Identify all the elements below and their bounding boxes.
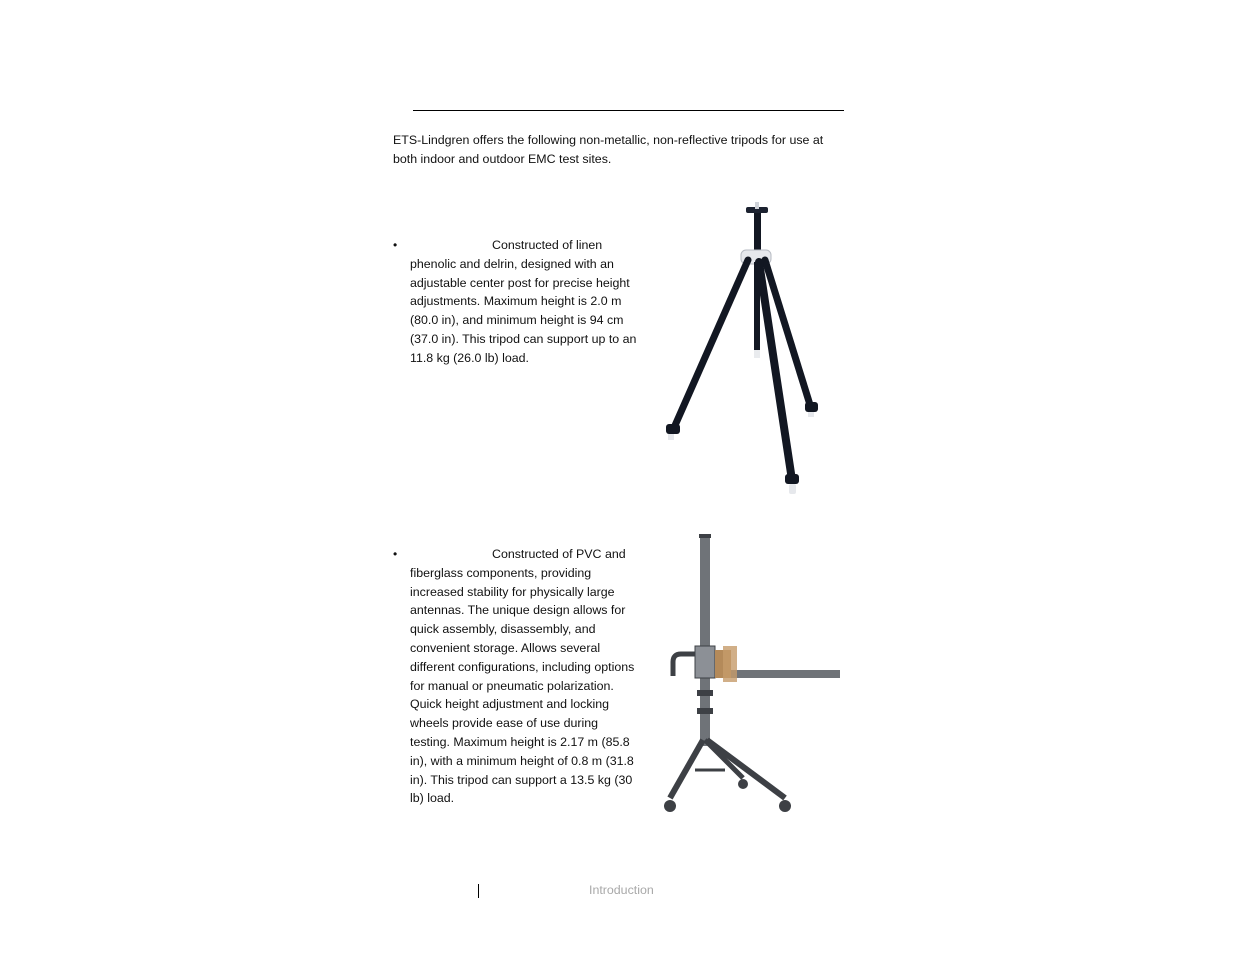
tripod-photo-1: [655, 200, 830, 500]
wheel-icon: [664, 800, 676, 812]
wheel-icon: [779, 800, 791, 812]
tripod-2-text-first: Constructed of PVC and: [492, 547, 626, 561]
tripod-1-text-first: Constructed of linen: [492, 238, 603, 252]
footer-divider: [478, 884, 479, 898]
intro-paragraph: ETS-Lindgren offers the following non-metallic, non-reflective tripods for use at both indoor and outdoor EMC test sites.: [393, 133, 824, 166]
tripod-2-text-rest: fiberglass components, providing increased stability for physically large antennas. The unique design allows for quick assembly, disassembly, and convenient storage. Allows several different configurations, including options for manual or pneumatic polarization. Quick height adjustment and locking wheels provide ease of use during testing. Maximum height is 2.17 m (85.8 in), with a minimum height of 0.8 m (31.8 in). This tripod can support a 13.5 kg (30 lb) load.: [410, 565, 635, 806]
list-item-tripod-1: [393, 236, 643, 368]
tripod-leg-left: [673, 260, 748, 430]
tripod-1-description: [410, 236, 640, 368]
header-rule: [413, 110, 844, 111]
wheel-icon: [738, 779, 748, 789]
tripod-1-text-rest: phenolic and delrin, designed with an adjustable center post for precise height adjustments. Maximum height is 2.0 m (80.0 in), and minimum height is 94 cm (37.0 in). This tripod can support up to an 11.8 kg (26.0 lb) load.: [410, 256, 637, 365]
stand-mast: [700, 536, 710, 746]
footer-section-title: Introduction: [589, 883, 654, 897]
tripod-2-description: [410, 545, 640, 808]
bullet-icon: •: [393, 547, 398, 561]
stand-boom: [730, 670, 840, 678]
tripod-photo-2: [655, 530, 845, 820]
bullet-icon: •: [393, 238, 398, 252]
list-item-tripod-2: [393, 545, 643, 808]
